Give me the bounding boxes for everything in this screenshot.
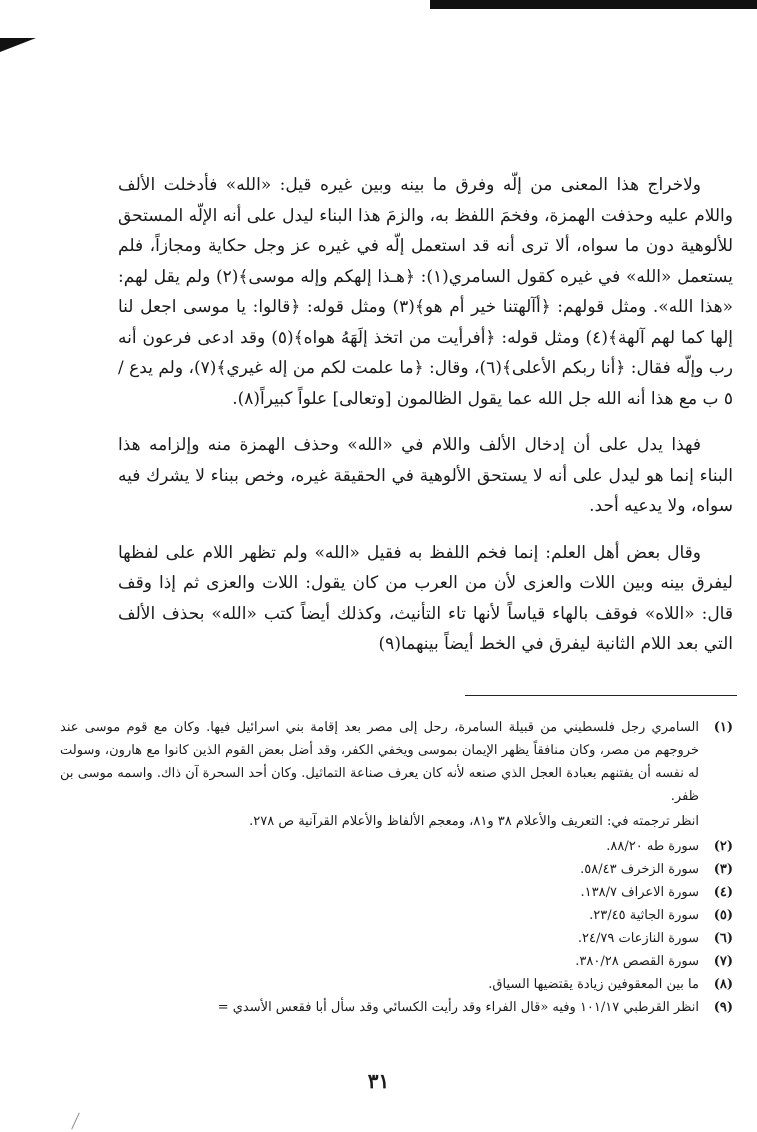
paragraph-1: ولاخراج هذا المعنى من إلّه وفرق ما بينه وبين غيره قيل: «الله» فأدخلت الألف واللام عليه وحذفت الهمزة، وفخمَ اللفظ به، والزمَ هذا البناء ليدل على أنه الإلّه المستحق للألوهية دون ما سواه، ألا ترى أنه قد استعمل إلّه في غيره عز وجل حكاية ومجازاً، فلم يستعمل «الله» في غيره كقول السامري(١): ﴿هـذا إلهكم وإله موسى﴾(٢) ولم يقل لهم: «هذا الله». ومثل قولهم: ﴿أآلهتنا خير أم هو﴾(٣) ومثل قوله: ﴿قالوا: يا موسى اجعل لنا إلها كما لهم آلهة﴾(٤) ومثل قوله: ﴿أفرأيت من اتخذ إلَهَهُ هواه﴾(٥) وقد ادعى فرعون أنه رب وإلّه فقال: ﴿أنا ربكم الأعلى﴾(٦)، وقال: ﴿ما علمت لكم من إله غيري﴾(٧)، ولم يدع /٥ ب مع هذا أنه الله جل الله عما يقول الظالمون [وتعالى] علواً كبيراً(٨). bbox=[118, 175, 734, 409]
footnote-4 bbox=[60, 881, 733, 904]
footnote-2 bbox=[60, 835, 733, 858]
footnote-number: (٣) bbox=[713, 862, 733, 877]
paragraph-2: فهذا يدل على أن إدخال الألف واللام في «الله» وحذف الهمزة منه وإلزامه هذا البناء إنما هو ليدل على أنه لا يستحق الألوهية في الحقيقة غيره، وخص ببناء لا يشرك فيه سواه، ولا يدعيه أحد. bbox=[118, 435, 733, 516]
footnote-text: سورة الجاثية ٢٣/٤٥. bbox=[589, 908, 699, 923]
main-text bbox=[118, 170, 733, 676]
footnote-number: (١) bbox=[713, 720, 733, 735]
footnote-text: انظر القرطبي ١٠١/١٧ وفيه «قال الفراء وقد رأيت الكسائي وقد سأل أبا فقعس الأسدي = bbox=[217, 1000, 699, 1015]
footnote-1-reference: انظر ترجمته في: التعريف والأعلام ٣٨ و٨١، ومعجم الألفاظ والأعلام القرآنية ص ٢٧٨. bbox=[249, 814, 699, 829]
page-number: ٣١ bbox=[367, 1069, 390, 1093]
scan-edge-bar bbox=[430, 0, 757, 9]
footnote-9 bbox=[60, 996, 733, 1019]
footnote-1 bbox=[60, 716, 733, 808]
footnote-number: (٥) bbox=[713, 908, 733, 923]
footnote-3 bbox=[60, 858, 733, 881]
footnote-number: (٢) bbox=[713, 839, 733, 854]
footnote-number: (٧) bbox=[713, 954, 733, 969]
footnote-text: سورة الاعراف ١٣٨/٧. bbox=[580, 885, 699, 900]
footnote-text: السامري رجل فلسطيني من قبيلة السامرة، رحل إلى مصر بعد إقامة بني اسرائيل فيها. وكان مع قوم موسى عند خروجهم من مصر، وكان منافقاً يظهر الإيمان بموسى ويخفي الكفر، وقد أضل بعض القوم الذين كانوا مع هارون، وسولت له نفسه أن يفتنهم بعبادة العجل الذي صنعه لأنه كان يعرف صناعة التماثيل. وكان أحد السحرة آن ذاك. واسمه موسى بن ظفر. bbox=[60, 720, 699, 804]
footnote-number: (٩) bbox=[713, 1000, 733, 1015]
footnote-number: (٨) bbox=[713, 977, 733, 992]
footnote-text: سورة النازعات ٢٤/٧٩. bbox=[577, 931, 699, 946]
footnote-8 bbox=[60, 973, 733, 996]
footnote-text: سورة طه ٨٨/٢٠. bbox=[606, 839, 699, 854]
footnote-5 bbox=[60, 904, 733, 927]
scan-scratch-mark bbox=[71, 1113, 80, 1130]
footnote-text: ما بين المعقوفين زيادة يقتضيها السياق. bbox=[488, 977, 699, 992]
footnote-number: (٦) bbox=[713, 931, 733, 946]
footnote-number: (٤) bbox=[713, 885, 733, 900]
footnote-7 bbox=[60, 950, 733, 973]
footnote-6 bbox=[60, 927, 733, 950]
footnotes bbox=[60, 716, 733, 1019]
footnote-separator bbox=[465, 695, 737, 696]
corner-fold-mark bbox=[0, 38, 36, 52]
paragraph-3: وقال بعض أهل العلم: إنما فخم اللفظ به فقيل «الله» ولم تظهر اللام على لفظها ليفرق بينه وبين اللات والعزى لأن من العرب من كان يقول: اللات والعزى ثم إذا وقف قال: «اللاه» فوقف بالهاء قياساً لأنها تاء التأنيث، وكذلك أيضاً كتب «الله» بحذف الألف التي بعد اللام الثانية ليفرق في الخط أيضاً بينهما(٩) bbox=[118, 542, 733, 654]
footnote-text: سورة الزخرف ٥٨/٤٣. bbox=[580, 862, 699, 877]
footnote-text: سورة القصص ٣٨٠/٢٨. bbox=[575, 954, 699, 969]
